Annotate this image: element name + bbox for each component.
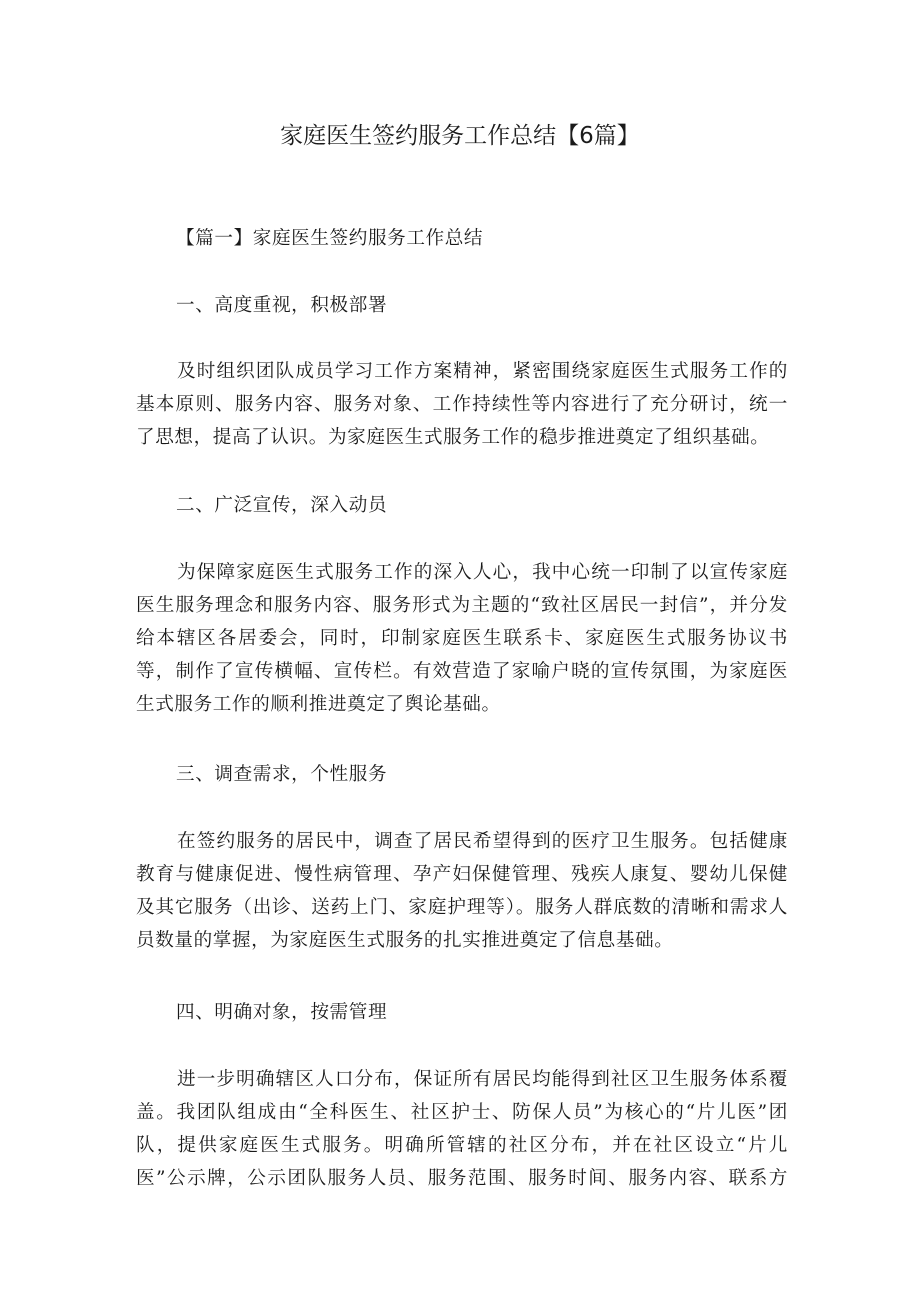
subsection-paragraph-1: 及时组织团队成员学习工作方案精神，紧密围绕家庭医生式服务工作的基本原则、服务内容、服务对象、工作持续性等内容进行了充分研讨，统一了思想，提高了认识。为家庭医生式服务工作的稳步推进奠定了组织基础。 (136, 361, 788, 448)
subsection-heading-1: 一、高度重视，积极部署 (176, 295, 388, 316)
subsection-paragraph-2: 为保障家庭医生式服务工作的深入人心，我中心统一印制了以宣传家庭医生服务理念和服务内容、服务形式为主题的“致社区居民一封信”，并分发给本辖区各居委会，同时，印制家庭医生联系卡、家庭医生式服务协议书等，制作了宣传横幅、宣传栏。有效营造了家喻户晓的宣传氛围，为家庭医生式服务工作的顺利推进奠定了舆论基础。 (136, 562, 788, 715)
subsection-paragraph-3: 在签约服务的居民中，调查了居民希望得到的医疗卫生服务。包括健康教育与健康促进、慢性病管理、孕产妇保健管理、残疾人康复、婴幼儿保健及其它服务（出诊、送药上门、家庭护理等）。服务人群底数的清晰和需求人员数量的掌握，为家庭医生式服务的扎实推进奠定了信息基础。 (136, 831, 788, 951)
subsection-heading-2: 二、广泛宣传，深入动员 (176, 495, 388, 516)
subsection-heading-4: 四、明确对象，按需管理 (176, 1002, 388, 1023)
subsection-paragraph-4: 进一步明确辖区人口分布，保证所有居民均能得到社区卫生服务体系覆盖。我团队组成由“全科医生、社区护士、防保人员”为核心的“片儿医”团队，提供家庭医生式服务。明确所管辖的社区分布，并在社区设立“片儿医”公示牌，公示团队服务人员、服务范围、服务时间、服务内容、联系方 (136, 1069, 788, 1189)
section-heading: 【篇一】家庭医生签约服务工作总结 (176, 228, 484, 249)
subsection-heading-3: 三、调查需求，个性服务 (176, 764, 388, 785)
document-title: 家庭医生签约服务工作总结【6篇】 (280, 123, 640, 149)
